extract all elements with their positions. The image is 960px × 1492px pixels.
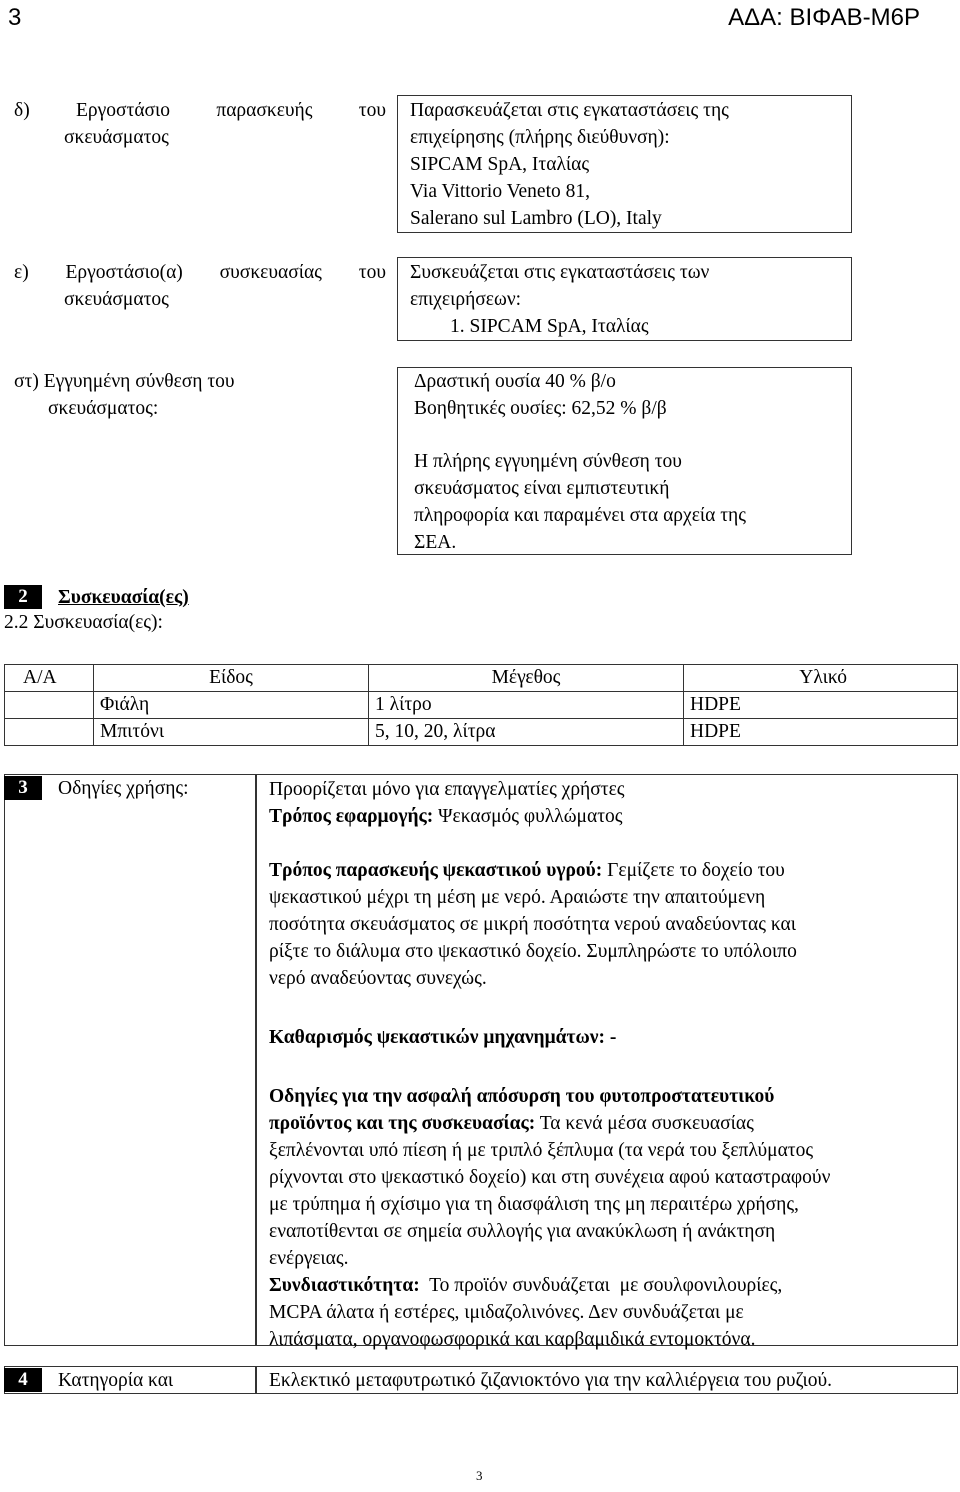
- value-line: 1. SIPCAM SpA, Ιταλίας: [450, 316, 649, 337]
- prep-first: Γεμίζετε το δοχείο του: [602, 860, 785, 881]
- label-st-line2: σκευάσματος:: [48, 398, 159, 419]
- cell-type: Φιάλη: [94, 692, 369, 719]
- prep-line: ποσότητα σκευάσματος σε μικρή ποσότητα νερού αναδεύοντας και: [269, 914, 796, 935]
- disposal-line: με τρύπημα ή σχίσιμο για τη διασφάλιση της μη περαιτέρω χρήσης,: [269, 1194, 799, 1215]
- header-material: Υλικό: [684, 665, 958, 692]
- disposal-label-line2: προϊόντος και της συσκευασίας:: [269, 1113, 536, 1134]
- label-d-line2: σκευάσματος: [64, 127, 169, 148]
- label-d-part: Εργοστάσιο: [75, 100, 171, 121]
- section-4-value-box: [256, 1366, 958, 1394]
- section-3-content-box: [256, 774, 958, 1350]
- cell-aa: [5, 692, 94, 719]
- cell-size: 5, 10, 20, λίτρα: [369, 719, 684, 746]
- label-d-part: του: [358, 100, 386, 121]
- section-2-title: Συσκευασία(ες): [58, 587, 189, 608]
- cell-aa: [5, 719, 94, 746]
- label-e-part: ε): [14, 262, 29, 283]
- box-e-value: [397, 257, 852, 341]
- section-4-label: Κατηγορία και: [58, 1370, 174, 1391]
- value-line: SIPCAM SpA, Ιταλίας: [410, 154, 590, 175]
- table-header-row: [5, 665, 958, 692]
- table-row: [5, 719, 958, 746]
- cell-type: Μπιτόνι: [94, 719, 369, 746]
- method-label: Τρόπος εφαρμογής:: [269, 806, 434, 827]
- value-line: Συσκευάζεται στις εγκαταστάσεις των: [410, 262, 710, 283]
- prep-line: ψεκαστικού μέχρι τη μέση με νερό. Αραιώστε την απαιτούμενη: [269, 887, 766, 908]
- box-d-value: [397, 95, 852, 233]
- compat-first: Το προϊόν συνδυάζεται με σουλφονιλουρίες,: [419, 1275, 783, 1296]
- section-4-value: Εκλεκτικό μεταφυτρωτικό ζιζανιοκτόνο για την καλλιέργεια του ρυζιού.: [269, 1370, 832, 1391]
- application-method: [269, 803, 957, 830]
- disposal-line: ξεπλένονται υπό πίεση ή με τριπλό ξέπλυμα (τα νερά του ξεπλύματος: [269, 1140, 814, 1161]
- packaging-table: [4, 664, 958, 746]
- value-line: Παρασκευάζεται στις εγκαταστάσεις της: [410, 100, 729, 121]
- page-number-header: 3: [8, 4, 22, 31]
- header-type: Είδος: [94, 665, 369, 692]
- table-row: [5, 692, 958, 719]
- section-2-number: 2: [4, 585, 42, 609]
- disposal-line: ρίχνονται στο ψεκαστικό δοχείο) και στη συνέχεια αφού καταστραφούν: [269, 1167, 831, 1188]
- note-line: ΣΕΑ.: [414, 532, 457, 553]
- value-line: επιχείρησης (πλήρης διεύθυνση):: [410, 127, 670, 148]
- note-line: Η πλήρης εγγυημένη σύνθεση του: [414, 451, 682, 472]
- compat-label: Συνδιαστικότητα:: [269, 1275, 420, 1296]
- cleaning-line: Καθαρισμός ψεκαστικών μηχανημάτων: -: [269, 1027, 617, 1048]
- disposal-first: Τα κενά μέσα συσκευασίας: [535, 1113, 754, 1134]
- cell-size: 1 λίτρο: [369, 692, 684, 719]
- value-line: Salerano sul Lambro (LO), Italy: [410, 208, 662, 229]
- value-line: Δραστική ουσία 40 % β/ο: [414, 371, 616, 392]
- label-d-part: παρασκευής: [216, 100, 313, 121]
- value-line: Via Vittorio Veneto 81,: [410, 181, 591, 202]
- page-number-footer: 3: [476, 1468, 483, 1483]
- prep-line: ρίξτε το διάλυμα στο ψεκαστικό δοχείο. Συμπληρώστε το υπόλοιπο: [269, 941, 797, 962]
- section-3-left-box: [4, 774, 256, 1346]
- ada-code: ΑΔΑ: ΒΙΦΑΒ-Μ6Ρ: [728, 4, 920, 31]
- label-e-part: Εργοστάσιο(α): [65, 262, 183, 283]
- disposal-label-line1: Οδηγίες για την ασφαλή απόσυρση του φυτοπροστατευτικού: [269, 1086, 775, 1107]
- value-line: επιχειρήσεων:: [410, 289, 522, 310]
- prep-first-line: [269, 857, 957, 884]
- note-line: πληροφορία και παραμένει στα αρχεία της: [414, 505, 746, 526]
- section-3-label: Οδηγίες χρήσης:: [58, 778, 189, 799]
- compat-line: MCPA άλατα ή εστέρες, ιμιδαζολινόνες. Δεν συνδυάζεται με: [269, 1302, 744, 1323]
- compat-first-line: [269, 1272, 957, 1299]
- header-size: Μέγεθος: [369, 665, 684, 692]
- section-4-number: 4: [4, 1368, 42, 1392]
- note-line: σκευάσματος είναι εμπιστευτική: [414, 478, 670, 499]
- compat-line: λιπάσματα, οργανοφωσφορικά και καρβαμιδικά εντομοκτόνα.: [269, 1329, 756, 1350]
- label-st-line1: στ) Εγγυημένη σύνθεση του: [14, 371, 235, 392]
- box-st-value: [397, 367, 852, 555]
- cell-material: HDPE: [684, 719, 958, 746]
- disposal-first-line: [269, 1110, 957, 1137]
- label-d-part: δ): [14, 100, 30, 121]
- header-aa: Α/Α: [5, 665, 94, 692]
- value-line: Βοηθητικές ουσίες: 62,52 % β/β: [414, 398, 667, 419]
- prep-line: νερό αναδεύοντας συνεχώς.: [269, 968, 487, 989]
- section-2-subtitle: 2.2 Συσκευασία(ες):: [4, 612, 163, 633]
- label-e-part: συσκευασίας: [219, 262, 322, 283]
- section-3-number: 3: [4, 776, 42, 800]
- label-d: [14, 97, 386, 151]
- label-e-line2: σκευάσματος: [64, 289, 169, 310]
- disposal-line: εναποτίθενται σε σημεία συλλογής για ανακύκλωση ή ανάκτηση: [269, 1221, 776, 1242]
- cell-material: HDPE: [684, 692, 958, 719]
- usage-line: Προορίζεται μόνο για επαγγελματίες χρήστες: [269, 779, 625, 800]
- label-e: [14, 259, 386, 313]
- label-st: [14, 368, 235, 422]
- disposal-line: ενέργειας.: [269, 1248, 349, 1269]
- label-e-part: του: [358, 262, 386, 283]
- method-value: Ψεκασμός φυλλώματος: [433, 806, 623, 827]
- prep-label: Τρόπος παρασκευής ψεκαστικού υγρού:: [269, 860, 603, 881]
